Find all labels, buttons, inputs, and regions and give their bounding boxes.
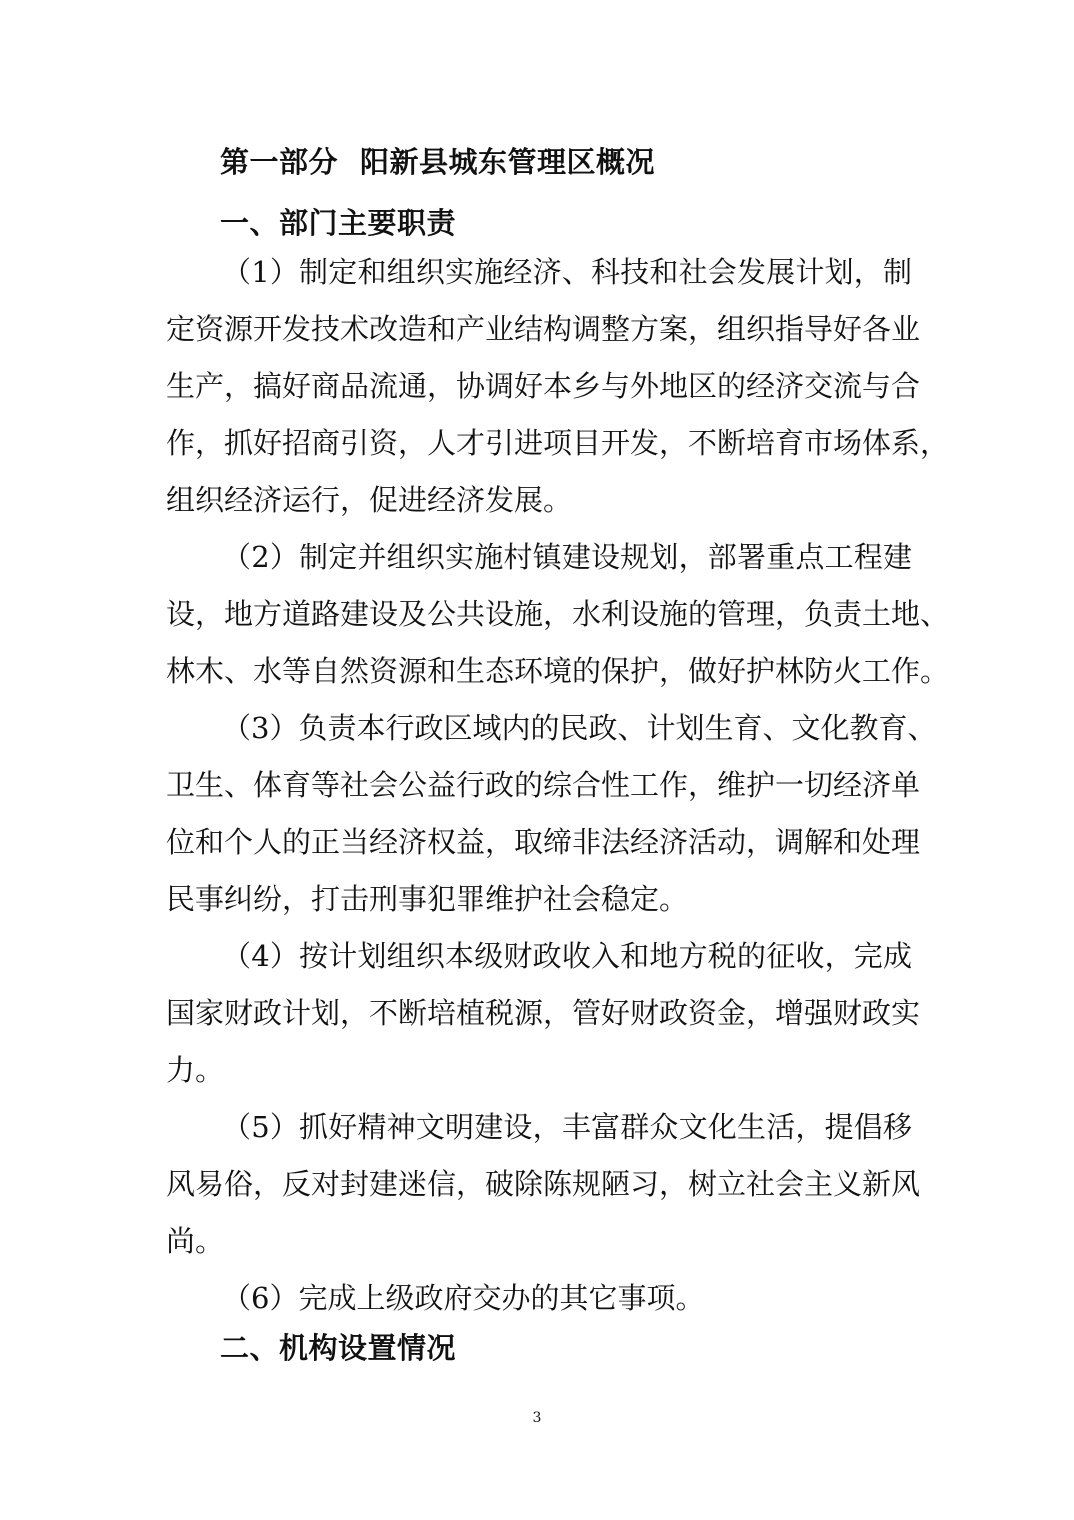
duty-5-line-1: （5）抓好精神文明建设，丰富群众文化生活，提倡移 xyxy=(222,1110,912,1144)
duty-4-line-3: 力。 xyxy=(166,1053,225,1087)
duty-5-line-2: 风易俗，反对封建迷信，破除陈规陋习，树立社会主义新风 xyxy=(166,1167,921,1201)
part-title xyxy=(220,140,655,181)
part-label: 第一部分 xyxy=(220,145,339,179)
duty-4-line-1: （4）按计划组织本级财政收入和地方税的征收，完成 xyxy=(222,939,912,973)
duty-1-line-3: 生产，搞好商品流通，协调好本乡与外地区的经济交流与合 xyxy=(166,369,921,403)
duty-1-line-2: 定资源开发技术改造和产业结构调整方案，组织指导好各业 xyxy=(166,312,921,346)
section-heading-duties: 一、部门主要职责 xyxy=(220,206,457,240)
duty-2-line-3: 林木、水等自然资源和生态环境的保护，做好护林防火工作。 xyxy=(166,654,950,688)
duty-1-line-5: 组织经济运行，促进经济发展。 xyxy=(166,483,573,517)
section-heading-organization: 二、机构设置情况 xyxy=(220,1331,457,1365)
duty-1-line-4: 作，抓好招商引资，人才引进项目开发，不断培育市场体系， xyxy=(166,426,950,460)
duty-4-line-2: 国家财政计划，不断培植税源，管好财政资金，增强财政实 xyxy=(166,996,921,1030)
duty-3-line-2: 卫生、体育等社会公益行政的综合性工作，维护一切经济单 xyxy=(166,768,921,802)
duty-3-line-1: （3）负责本行政区域内的民政、计划生育、文化教育、 xyxy=(222,711,937,745)
duty-3-line-3: 位和个人的正当经济权益，取缔非法经济活动，调解和处理 xyxy=(166,825,921,859)
duty-2-line-2: 设，地方道路建设及公共设施，水利设施的管理，负责土地、 xyxy=(166,597,950,631)
duty-3-line-4: 民事纠纷，打击刑事犯罪维护社会稳定。 xyxy=(166,882,689,916)
duty-5-line-3: 尚。 xyxy=(166,1224,225,1258)
duty-2-line-1: （2）制定并组织实施村镇建设规划，部署重点工程建 xyxy=(222,540,912,574)
part-name: 阳新县城东管理区概况 xyxy=(360,145,656,179)
duty-6-line-1: （6）完成上级政府交办的其它事项。 xyxy=(222,1281,705,1315)
duty-1-line-1: （1）制定和组织实施经济、科技和社会发展计划，制 xyxy=(222,255,912,289)
page-number: 3 xyxy=(532,1410,542,1426)
